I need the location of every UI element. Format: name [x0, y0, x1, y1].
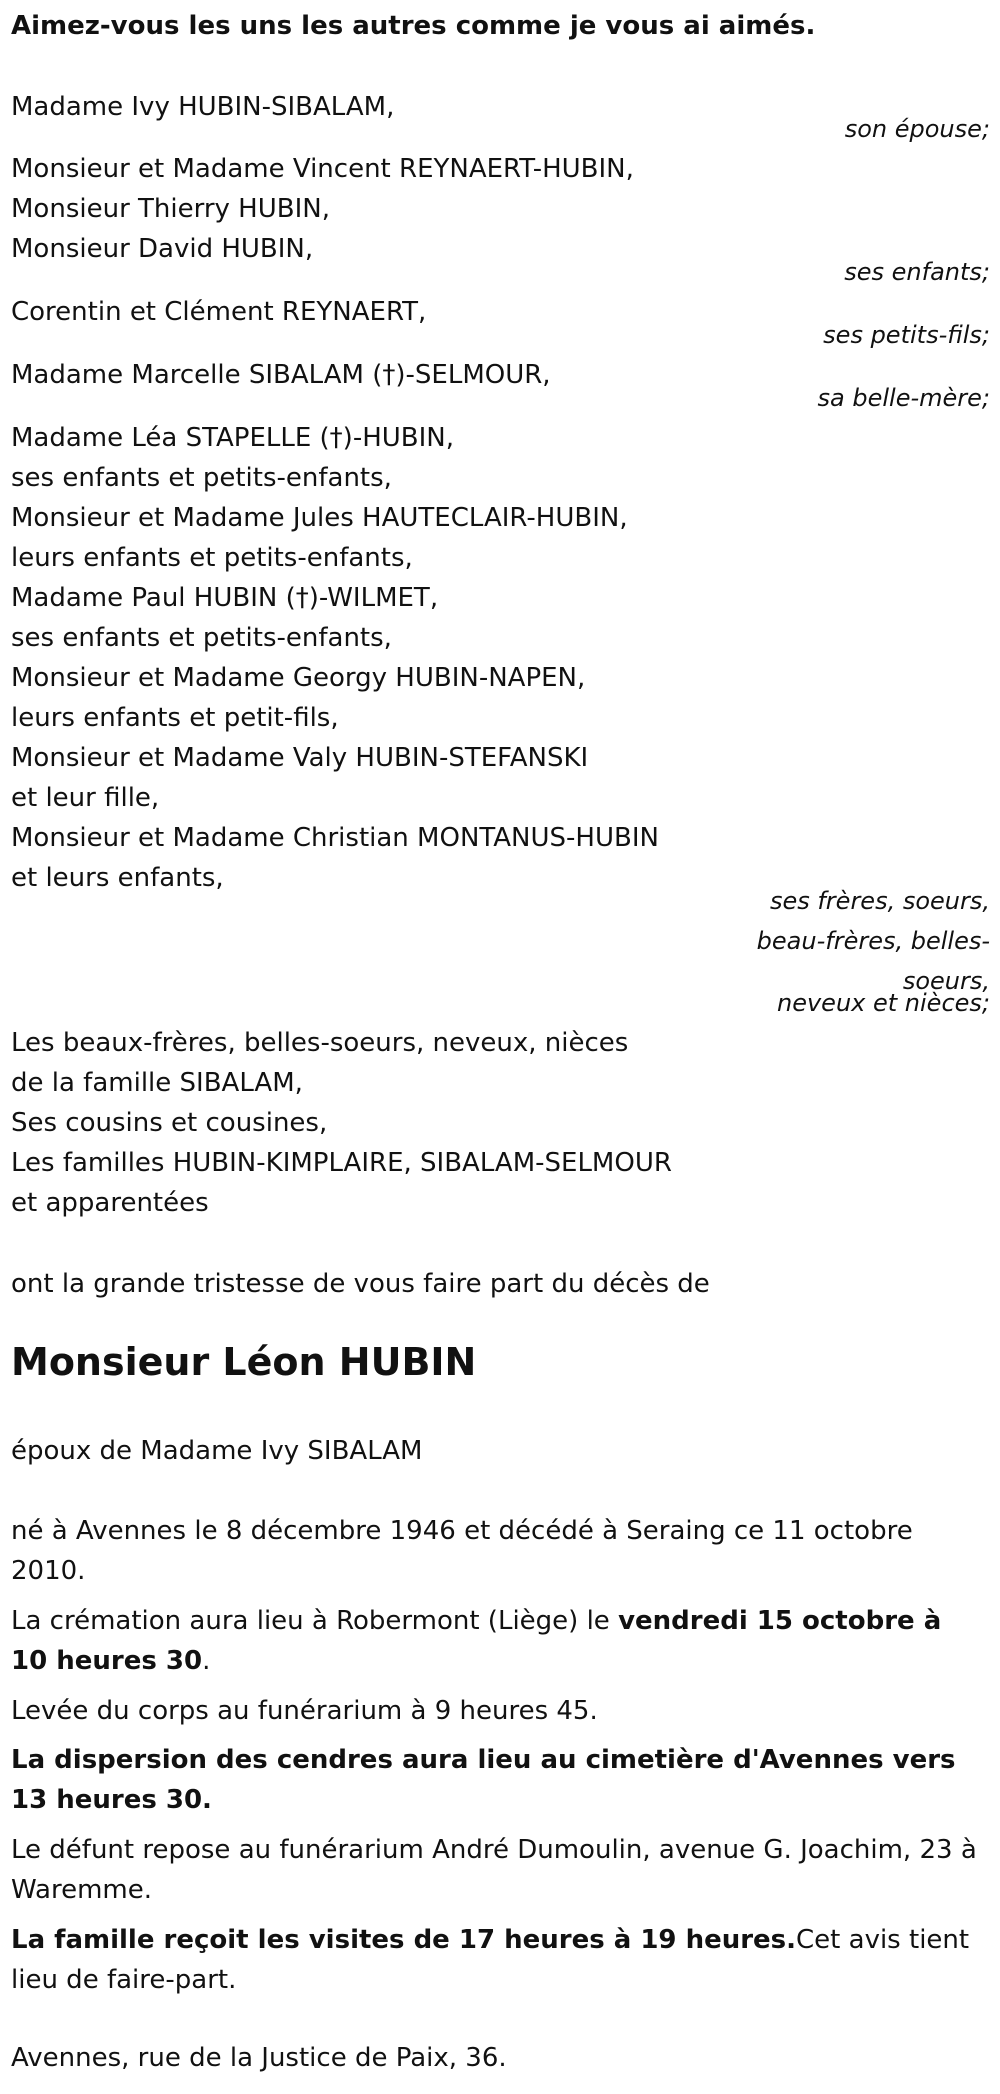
sibling-line: Madame Paul HUBIN (†)-WILMET,	[11, 583, 439, 613]
sibling-line: et leur fille,	[11, 783, 160, 813]
cremation-end: .	[202, 1646, 211, 1676]
spouse-of: époux de Madame Ivy SIBALAM	[11, 1436, 423, 1466]
sibling-line: Monsieur et Madame Christian MONTANUS-HUBIN	[11, 823, 659, 853]
extended-family-line: de la famille SIBALAM,	[11, 1068, 303, 1098]
siblings-role: beau-frères, belles-	[756, 927, 990, 955]
cremation-text: La crémation aura lieu à Robermont (Liège) le	[11, 1606, 619, 1636]
child-line: Monsieur David HUBIN,	[11, 234, 314, 264]
cremation	[11, 1601, 986, 1681]
sibling-line: Monsieur et Madame Georgy HUBIN-NAPEN,	[11, 663, 586, 693]
verse: Aimez-vous les uns les autres comme je vous ai aimés.	[11, 11, 816, 41]
repose: Le défunt repose au funérarium André Dumoulin, avenue G. Joachim, 23 à Waremme.	[11, 1835, 977, 1905]
sibling-line: leurs enfants et petits-enfants,	[11, 543, 413, 573]
sibling-line: Monsieur et Madame Valy HUBIN-STEFANSKI	[11, 743, 589, 773]
grandchildren-role: ses petits-fils;	[823, 321, 990, 349]
mother-in-law-role: sa belle-mère;	[817, 384, 990, 412]
spouse-name: Madame Ivy HUBIN-SIBALAM,	[11, 92, 395, 122]
extended-family-line: et apparentées	[11, 1188, 209, 1218]
sibling-line: ses enfants et petits-enfants,	[11, 463, 392, 493]
child-line: Monsieur et Madame Vincent REYNAERT-HUBIN,	[11, 154, 634, 184]
cremation-date: vendredi 15 octobre à 10 heures 30	[11, 1606, 942, 1676]
birth-death: né à Avennes le 8 décembre 1946 et décédé à Seraing ce 11 octobre 2010.	[11, 1516, 913, 1586]
grandchildren-name: Corentin et Clément REYNAERT,	[11, 297, 427, 327]
siblings-role: soeurs,	[902, 967, 990, 995]
sibling-line: leurs enfants et petit-fils,	[11, 703, 339, 733]
visits-hours: La famille reçoit les visites de 17 heures à 19 heures.	[11, 1925, 797, 1955]
visits-note: Cet avis tient lieu de faire-part.	[11, 1925, 970, 1995]
extended-family-line: Les familles HUBIN-KIMPLAIRE, SIBALAM-SELMOUR	[11, 1148, 672, 1178]
extended-family-line: Ses cousins et cousines,	[11, 1108, 328, 1138]
deceased-name: Monsieur Léon HUBIN	[11, 1340, 477, 1384]
address: Avennes, rue de la Justice de Paix, 36.	[11, 2043, 507, 2073]
siblings-role: ses frères, soeurs,	[769, 887, 990, 915]
extended-family-line: Les beaux-frères, belles-soeurs, neveux, nièces	[11, 1028, 629, 1058]
spouse-role: son épouse;	[844, 115, 990, 143]
dispersion: La dispersion des cendres aura lieu au cimetière d'Avennes vers 13 heures 30.	[11, 1745, 956, 1815]
child-line: Monsieur Thierry HUBIN,	[11, 194, 330, 224]
children-role: ses enfants;	[844, 258, 990, 286]
mother-in-law-name: Madame Marcelle SIBALAM (†)-SELMOUR,	[11, 360, 551, 390]
announcement: ont la grande tristesse de vous faire part du décès de	[11, 1269, 710, 1299]
levee: Levée du corps au funérarium à 9 heures 45.	[11, 1696, 598, 1726]
sibling-line: Monsieur et Madame Jules HAUTECLAIR-HUBIN,	[11, 503, 628, 533]
visits	[11, 1920, 986, 2000]
siblings-role: neveux et nièces;	[777, 989, 990, 1017]
sibling-line: Madame Léa STAPELLE (†)-HUBIN,	[11, 423, 455, 453]
sibling-line: ses enfants et petits-enfants,	[11, 623, 392, 653]
sibling-line: et leurs enfants,	[11, 863, 224, 893]
